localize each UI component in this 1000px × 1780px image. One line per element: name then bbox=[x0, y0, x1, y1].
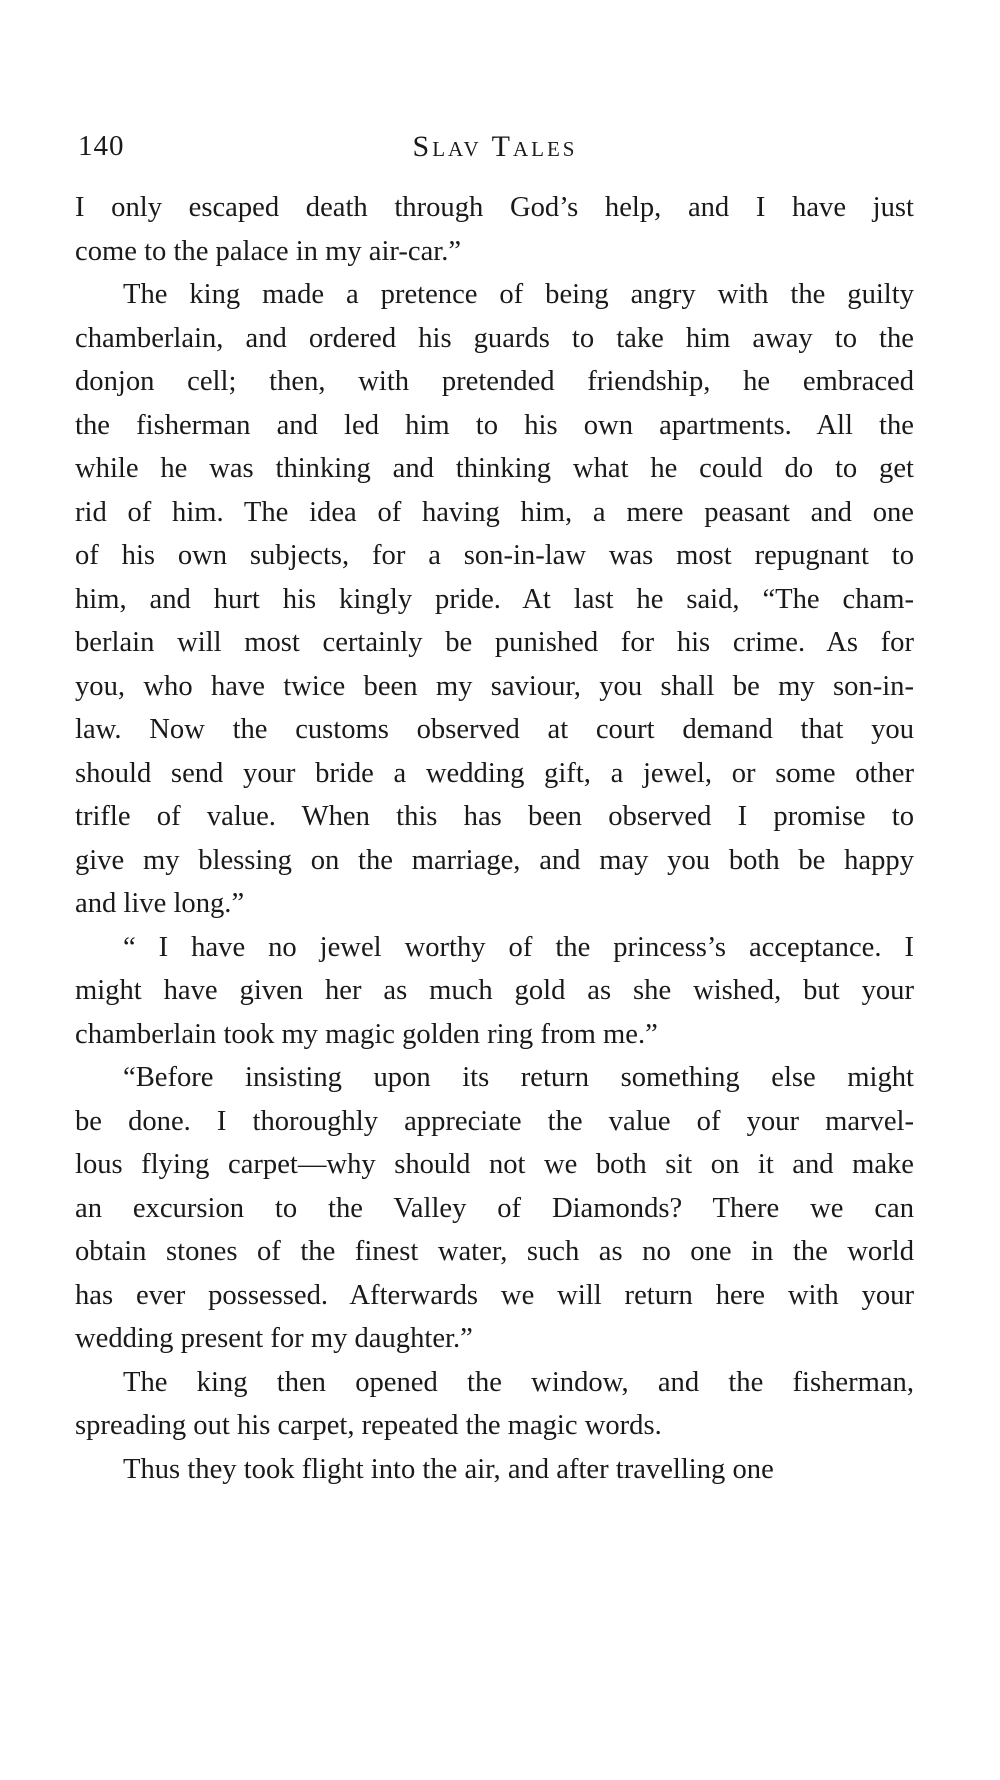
text-line: The king made a pretence of being angry with the guilty bbox=[123, 279, 914, 310]
text-line: give my blessing on the marriage, and may you both be happy bbox=[75, 844, 914, 876]
running-head bbox=[78, 130, 912, 170]
text-line: The king then opened the window, and the fisherman, bbox=[123, 1366, 914, 1398]
text-line: should send your bride a wedding gift, a jewel, or some other bbox=[75, 757, 914, 789]
paragraph bbox=[75, 1448, 914, 1492]
paragraph bbox=[75, 926, 914, 1057]
text-line: donjon cell; then, with pretended friendship, he embraced bbox=[75, 366, 914, 397]
text-line: the fisherman and led him to his own apartments. All the bbox=[75, 409, 914, 441]
text-line: rid of him. The idea of having him, a mere peasant and one bbox=[75, 496, 914, 528]
text-line: an excursion to the Valley of Diamonds? There we can bbox=[75, 1192, 914, 1224]
text-line: obtain stones of the finest water, such as no one in the world bbox=[75, 1236, 914, 1267]
paragraph bbox=[75, 1361, 914, 1448]
body-text bbox=[75, 186, 914, 1491]
text-line: wedding present for my daughter.” bbox=[75, 1323, 473, 1354]
page-number: 140 bbox=[78, 130, 125, 162]
text-line: chamberlain, and ordered his guards to take him away to the bbox=[75, 322, 914, 354]
text-line: berlain will most certainly be punished for his crime. As for bbox=[75, 627, 914, 658]
text-line: him, and hurt his kingly pride. At last he said, “The cham- bbox=[75, 583, 914, 615]
paragraph bbox=[75, 1056, 914, 1361]
running-title: Slav Tales bbox=[412, 130, 578, 163]
text-line: come to the palace in my air-car.” bbox=[75, 235, 462, 267]
text-line: I only escaped death through God’s help, and I have just bbox=[75, 192, 914, 223]
text-line: might have given her as much gold as she wished, but your bbox=[75, 975, 914, 1006]
text-line: “Before insisting upon its return something else might bbox=[123, 1062, 914, 1093]
text-line: you, who have twice been my saviour, you shall be my son-in- bbox=[75, 670, 914, 702]
text-line: be done. I thoroughly appreciate the value of your marvel- bbox=[75, 1105, 914, 1137]
text-line: lous flying carpet—why should not we both sit on it and make bbox=[75, 1149, 914, 1180]
text-line: “ I have no jewel worthy of the princess’s acceptance. I bbox=[123, 931, 914, 963]
text-line: spreading out his carpet, repeated the magic words. bbox=[75, 1410, 662, 1441]
text-line: has ever possessed. Afterwards we will return here with your bbox=[75, 1279, 914, 1311]
paragraph bbox=[75, 186, 914, 273]
text-line: while he was thinking and thinking what he could do to get bbox=[75, 453, 914, 484]
paragraph bbox=[75, 273, 914, 926]
text-line: Thus they took flight into the air, and after travelling one bbox=[123, 1453, 774, 1485]
text-line: law. Now the customs observed at court demand that you bbox=[75, 714, 914, 745]
text-line: of his own subjects, for a son-in-law was most repugnant to bbox=[75, 540, 914, 571]
text-line: and live long.” bbox=[75, 888, 245, 919]
text-line: chamberlain took my magic golden ring from me.” bbox=[75, 1018, 658, 1050]
text-line: trifle of value. When this has been observed I promise to bbox=[75, 801, 914, 832]
